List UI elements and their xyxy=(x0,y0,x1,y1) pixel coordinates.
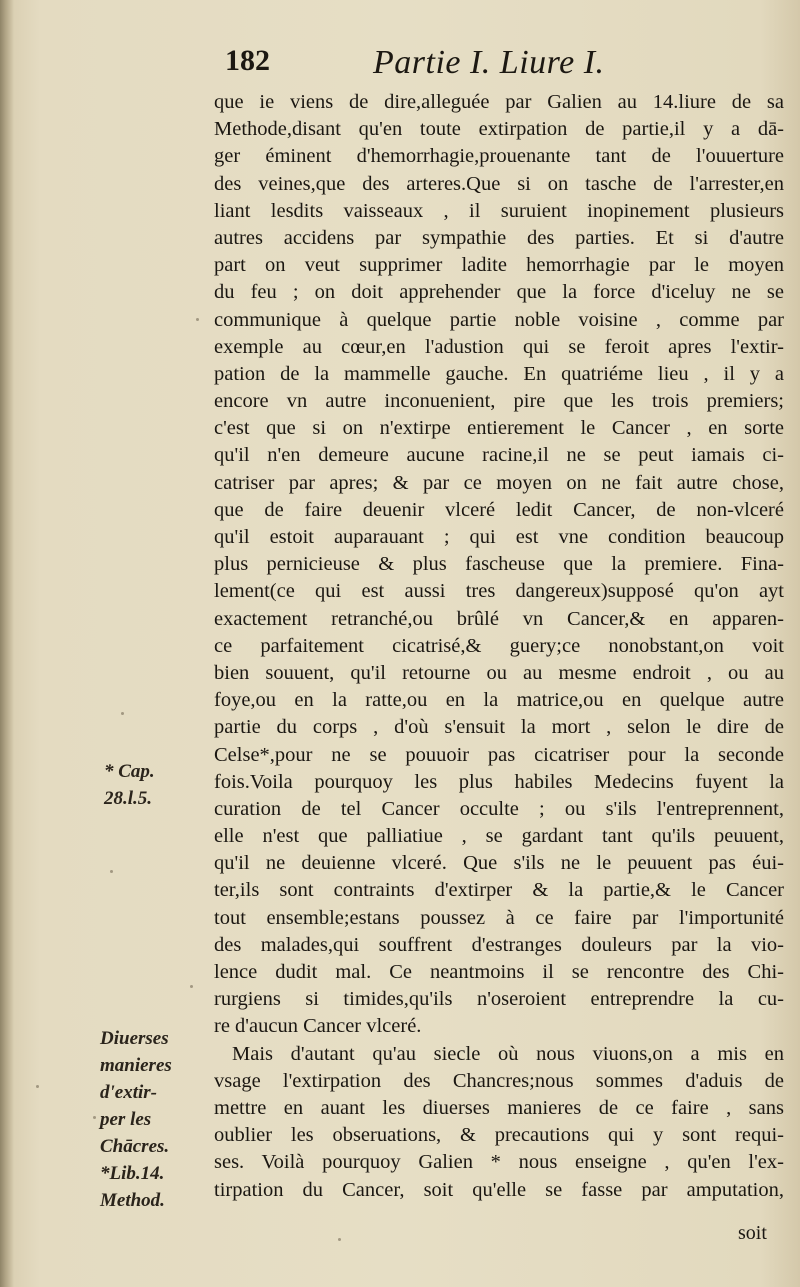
text-line: ter,ils sont contraints d'extirper & la partie,& le Cancer xyxy=(214,879,784,902)
text-line: qu'il ne deuienne vlceré. Que s'ils ne le peuuent pas éui- xyxy=(214,852,784,875)
ink-speck xyxy=(338,1238,341,1241)
ink-speck xyxy=(93,1116,96,1119)
text-line: bien souuent, qu'il retourne ou au mesme endroit , ou au xyxy=(214,661,784,684)
ink-speck xyxy=(36,1085,39,1088)
text-line: partie du corps , d'où s'ensuit la mort , selon le dire de xyxy=(214,716,784,739)
text-line: mettre en auant les diuerses manieres de ce faire , sans xyxy=(214,1096,784,1119)
text-line: des malades,qui souffrent d'estranges douleurs par la vio- xyxy=(214,933,784,956)
ink-speck xyxy=(121,712,124,715)
text-line: exactement retranché,ou brûlé vn Cancer,& en apparen- xyxy=(214,607,784,630)
text-line: rurgiens si timides,qu'ils n'oseroient entreprendre la cu- xyxy=(214,988,784,1011)
margin-note-line: Method. xyxy=(100,1190,165,1211)
text-line: Celse*,pour ne se pouuoir pas cicatriser pour la seconde xyxy=(214,743,784,766)
margin-note-line: per les xyxy=(100,1109,152,1130)
text-line: que de faire deuenir vlceré ledit Cancer, de non-vlceré xyxy=(214,498,784,521)
text-line: c'est que si on n'extirpe entierement le Cancer , en sorte xyxy=(214,417,784,440)
text-line: pation de la mammelle gauche. En quatriéme lieu , il y a xyxy=(214,362,784,385)
text-line: Mais d'autant qu'au siecle où nous viuons,on a mis en xyxy=(232,1042,784,1065)
text-line: des veines,que des arteres.Que si on tasche de l'arrester,en xyxy=(214,172,784,195)
text-line: encore vn autre inconuenient, pire que les trois premiers; xyxy=(214,390,784,413)
margin-note-line: * Cap. xyxy=(104,761,155,782)
page-header xyxy=(225,44,655,86)
text-line: exemple au cœur,en l'adustion qui se feroit apres l'extir- xyxy=(214,335,784,358)
text-line: liant lesdits vaisseaux , il suruient inopinement plusieurs xyxy=(214,199,784,222)
text-line: autres accidens par sympathie des parties. Et si d'autre xyxy=(214,226,784,249)
text-line: elle n'est que palliatiue , se gardant tant qu'ils peuuent, xyxy=(214,825,784,848)
text-line: curation de tel Cancer occulte ; ou s'ils l'entreprennent, xyxy=(214,797,784,820)
text-line: fois.Voila pourquoy les plus habiles Medecins fuyent la xyxy=(214,770,784,793)
catchword: soit xyxy=(738,1222,767,1244)
text-line: part on veut supprimer ladite hemorrhagie par le moyen xyxy=(214,254,784,277)
text-line: qu'il estoit auparauant ; qui est vne condition beaucoup xyxy=(214,526,784,548)
margin-note-line: 28.l.5. xyxy=(104,788,153,809)
margin-note-line: *Lib.14. xyxy=(100,1163,165,1184)
text-line: que ie viens de dire,alleguée par Galien au 14.liure de sa xyxy=(214,91,784,113)
text-line: lence dudit mal. Ce neantmoins il se rencontre des Chi- xyxy=(214,961,784,983)
text-line: foye,ou en la ratte,ou en la matrice,ou en quelque autre xyxy=(214,689,784,712)
text-line: tout ensemble;estans poussez à ce faire par l'importunité xyxy=(214,906,784,929)
ink-speck xyxy=(190,985,193,988)
text-line: du feu ; on doit apprehender que la force d'iceluy ne se xyxy=(214,281,784,304)
margin-note-cap xyxy=(104,758,155,812)
running-title: Partie I. Liure I. xyxy=(373,44,605,81)
ink-speck xyxy=(196,318,199,321)
text-line: Methode,disant qu'en toute extirpation de partie,il y a dā- xyxy=(214,118,784,141)
margin-note-line: Chācres. xyxy=(100,1136,170,1157)
text-line: vsage l'extirpation des Chancres;nous sommes d'aduis de xyxy=(214,1069,784,1092)
text-line: communique à quelque partie noble voisine , comme par xyxy=(214,308,784,331)
text-line: qu'il n'en demeure aucune racine,il ne se peut iamais ci- xyxy=(214,444,784,467)
text-line: ger éminent d'hemorrhagie,prouenante tant de l'ouuerture xyxy=(214,145,784,168)
text-line: re d'aucun Cancer vlceré. xyxy=(214,1015,422,1038)
margin-note-line: d'extir- xyxy=(100,1082,157,1103)
text-line: catriser par apres; & par ce moyen on ne fait autre chose, xyxy=(214,471,784,494)
text-line: ce parfaitement cicatrisé,& guery;ce nonobstant,on voit xyxy=(214,634,784,657)
binding-shadow xyxy=(0,0,14,1287)
page-number: 182 xyxy=(225,44,270,77)
text-line: oublier les obseruations, & precautions qui y sont requi- xyxy=(214,1124,784,1147)
body-text xyxy=(214,89,784,1204)
text-line: plus pernicieuse & plus fascheuse que la premiere. Fina- xyxy=(214,553,784,576)
text-line: ses. Voilà pourquoy Galien * nous enseigne , qu'en l'ex- xyxy=(214,1151,784,1174)
margin-note-diverses xyxy=(100,1025,172,1214)
text-line: tirpation du Cancer, soit qu'elle se fasse par amputation, xyxy=(214,1178,784,1201)
margin-note-line: Diuerses xyxy=(100,1028,169,1049)
ink-speck xyxy=(110,870,113,873)
text-line: lement(ce qui est aussi tres dangereux)supposé qu'on ayt xyxy=(214,580,784,603)
margin-note-line: manieres xyxy=(100,1055,172,1076)
